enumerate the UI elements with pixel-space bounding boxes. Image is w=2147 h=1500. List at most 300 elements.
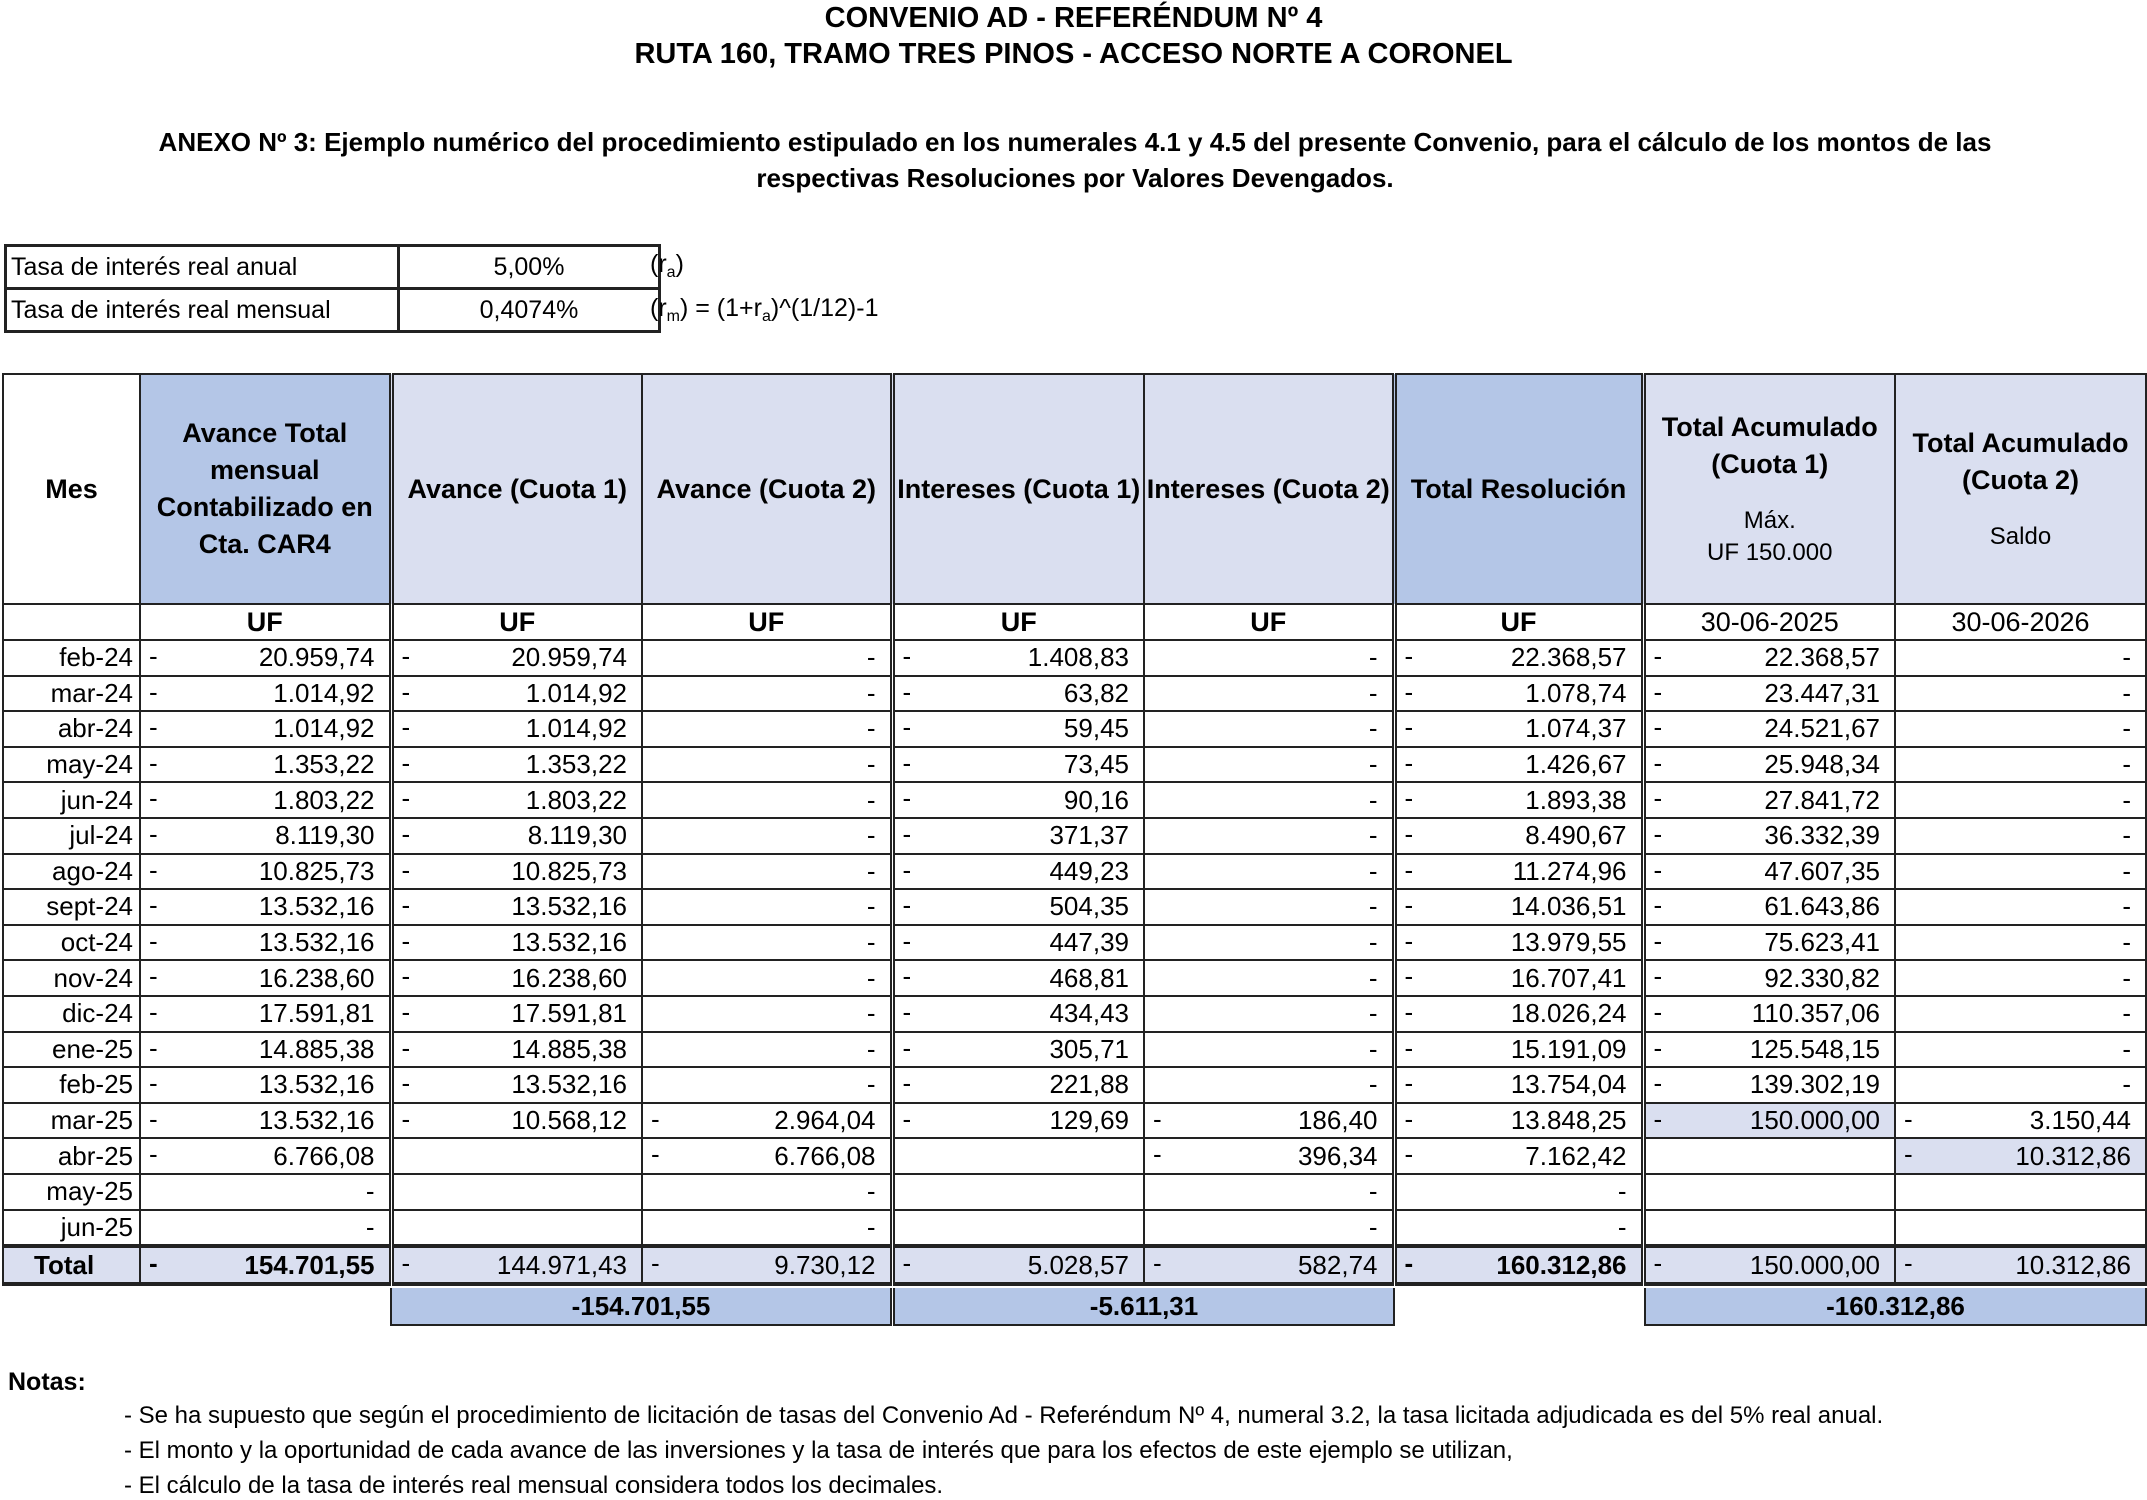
value-cell (391, 1210, 642, 1247)
negative-sign: - (401, 818, 411, 849)
column-title: Total Acumulado (Cuota 2) (1912, 428, 2129, 495)
value-cell (1895, 818, 2146, 854)
unit-cell: UF (1394, 604, 1643, 640)
cell-value: 1.353,22 (525, 749, 627, 780)
monthly-rate-formula (650, 294, 878, 326)
value-cell (1144, 676, 1394, 712)
value-cell (642, 747, 892, 783)
negative-sign: - (149, 1032, 158, 1063)
month-cell: mar-25 (3, 1103, 140, 1139)
month-cell: abr-24 (3, 711, 140, 747)
value-cell (1144, 960, 1394, 996)
value-cell (391, 676, 642, 712)
negative-sign: - (902, 818, 912, 849)
negative-sign: - (902, 961, 912, 992)
cell-value: - (866, 998, 876, 1029)
value-cell (140, 1138, 391, 1174)
table-row (3, 889, 2146, 925)
value-cell (642, 996, 892, 1032)
value-cell (140, 925, 391, 961)
cell-value: - (2122, 855, 2131, 886)
negative-sign: - (401, 1068, 411, 1099)
cell-value: 75.623,41 (1764, 927, 1880, 958)
value-cell (140, 996, 391, 1032)
table-row (3, 854, 2146, 890)
units-row (3, 604, 2146, 640)
value-cell (892, 711, 1144, 747)
cell-value: - (866, 784, 876, 815)
value-cell (642, 1210, 892, 1247)
negative-sign: - (902, 712, 912, 743)
negative-sign: - (651, 1103, 660, 1134)
negative-sign: - (401, 1032, 411, 1063)
cell-value: - (866, 927, 876, 958)
negative-sign: - (1404, 854, 1414, 885)
negative-sign: - (1404, 890, 1414, 921)
negative-sign: - (1653, 1103, 1663, 1134)
month-cell: ene-25 (3, 1032, 140, 1068)
sub-b: UF 150.000 (1707, 539, 1833, 566)
negative-sign: - (401, 961, 411, 992)
value-cell (1144, 1032, 1394, 1068)
negative-sign: - (902, 1068, 912, 1099)
value-cell (1895, 676, 2146, 712)
month-cell: jul-24 (3, 818, 140, 854)
value-cell (140, 854, 391, 890)
negative-sign: - (1153, 1139, 1162, 1170)
value-cell (391, 818, 642, 854)
value-cell (1394, 676, 1643, 712)
cell-value: 14.885,38 (511, 1033, 627, 1064)
column-header (892, 374, 1144, 604)
value-cell (391, 747, 642, 783)
cell-value: 23.447,31 (1764, 677, 1880, 708)
negative-sign: - (149, 1248, 158, 1279)
value-cell (1643, 1210, 1895, 1247)
sum-intereses: -5.611,31 (893, 1288, 1395, 1326)
cell-value: 8.490,67 (1525, 820, 1627, 851)
notes-heading: Notas: (8, 1368, 86, 1396)
cell-value: 6.766,08 (273, 1140, 375, 1171)
cell-value: - (1617, 1176, 1627, 1207)
cell-value: - (2122, 642, 2131, 673)
value-cell (892, 1210, 1144, 1247)
negative-sign: - (149, 890, 158, 921)
month-cell: Total (3, 1246, 140, 1284)
negative-sign: - (1653, 1068, 1663, 1099)
negative-sign: - (401, 1103, 411, 1134)
cell-value: - (866, 962, 876, 993)
cell-value: 504,35 (1049, 891, 1129, 922)
sum-acumulado: -160.312,86 (1644, 1288, 2147, 1326)
value-cell (140, 1103, 391, 1139)
cell-value: 1.408,83 (1027, 642, 1129, 673)
cell-value: 6.766,08 (774, 1140, 876, 1171)
value-cell (1144, 747, 1394, 783)
negative-sign: - (1404, 676, 1414, 707)
value-cell (1895, 747, 2146, 783)
cell-value: 1.803,22 (273, 784, 375, 815)
formula-text: )^(1/12)-1 (770, 294, 879, 322)
value-cell (892, 676, 1144, 712)
cell-value: - (866, 749, 876, 780)
value-cell (642, 782, 892, 818)
value-cell (892, 889, 1144, 925)
cell-value: 1.014,92 (525, 713, 627, 744)
value-cell (1643, 996, 1895, 1032)
value-cell (1895, 711, 2146, 747)
value-cell (1144, 1067, 1394, 1103)
negative-sign: - (1404, 1032, 1414, 1063)
cell-value: 13.532,16 (258, 1069, 375, 1100)
cell-value: 434,43 (1049, 998, 1129, 1029)
monthly-rate-label: Tasa de interés real mensual (6, 289, 399, 332)
cell-value: - (1368, 784, 1378, 815)
cell-value: 73,45 (1063, 749, 1129, 780)
negative-sign: - (1404, 783, 1414, 814)
column-header (1144, 374, 1394, 604)
cell-value: 1.074,37 (1525, 713, 1627, 744)
value-cell (892, 925, 1144, 961)
value-cell (642, 640, 892, 676)
value-cell (1144, 996, 1394, 1032)
negative-sign: - (1404, 925, 1414, 956)
negative-sign: - (401, 925, 411, 956)
value-cell (892, 1246, 1144, 1284)
negative-sign: - (149, 996, 158, 1027)
cell-value: 110.357,06 (1751, 998, 1880, 1029)
month-cell: jun-24 (3, 782, 140, 818)
value-cell (642, 818, 892, 854)
value-cell (1394, 960, 1643, 996)
table-row (3, 1067, 2146, 1103)
value-cell (1895, 782, 2146, 818)
value-cell (1144, 711, 1394, 747)
negative-sign: - (149, 783, 158, 814)
table-row (3, 1103, 2146, 1139)
cell-value: - (866, 855, 876, 886)
value-cell (1895, 1174, 2146, 1210)
value-cell (140, 889, 391, 925)
negative-sign: - (1653, 641, 1663, 671)
value-cell (1394, 1210, 1643, 1247)
unit-cell: UF (892, 604, 1144, 640)
table-row (3, 676, 2146, 712)
value-cell (140, 640, 391, 676)
cell-value: - (2122, 784, 2131, 815)
value-cell (1144, 640, 1394, 676)
negative-sign: - (401, 996, 411, 1027)
cell-value: 17.591,81 (511, 998, 627, 1029)
column-header (1394, 374, 1643, 604)
value-cell (391, 1246, 642, 1284)
negative-sign: - (1153, 1103, 1162, 1134)
negative-sign: - (902, 890, 912, 921)
negative-sign: - (1653, 712, 1663, 743)
cell-value: 3.150,44 (2029, 1105, 2131, 1136)
cell-value: - (866, 891, 876, 922)
negative-sign: - (149, 854, 158, 885)
negative-sign: - (902, 747, 912, 778)
value-cell (1144, 818, 1394, 854)
negative-sign: - (902, 1103, 912, 1134)
cell-value: 8.119,30 (275, 820, 375, 851)
value-cell (1394, 1246, 1643, 1284)
negative-sign: - (1653, 854, 1663, 885)
cell-value: 1.014,92 (525, 677, 627, 708)
cell-value: - (1368, 749, 1378, 780)
cell-value: 90,16 (1063, 784, 1129, 815)
value-cell (1643, 711, 1895, 747)
value-cell (1895, 960, 2146, 996)
value-cell (1895, 1138, 2146, 1174)
cell-value: 144.971,43 (496, 1249, 627, 1280)
value-cell (642, 1174, 892, 1210)
cell-value: 125.548,15 (1749, 1033, 1880, 1064)
value-cell (1643, 747, 1895, 783)
negative-sign: - (902, 676, 912, 707)
value-cell (391, 854, 642, 890)
value-cell (1895, 640, 2146, 676)
value-cell (642, 960, 892, 996)
header-row (3, 374, 2146, 604)
value-cell (1643, 1067, 1895, 1103)
cell-value: - (2122, 677, 2131, 708)
negative-sign: - (149, 1103, 158, 1134)
formula-text: (r (650, 294, 667, 322)
value-cell (1643, 676, 1895, 712)
value-cell (642, 711, 892, 747)
value-cell (1394, 818, 1643, 854)
cell-value: 5.028,57 (1027, 1249, 1129, 1280)
value-cell (1895, 1210, 2146, 1247)
value-cell (1895, 1067, 2146, 1103)
cell-value: - (1368, 1211, 1378, 1242)
value-cell (1643, 1103, 1895, 1139)
cell-value: 22.368,57 (1764, 642, 1880, 673)
value-cell (1643, 1032, 1895, 1068)
cell-value: - (866, 1069, 876, 1100)
value-cell (1643, 640, 1895, 676)
cell-value: - (2122, 927, 2131, 958)
cell-value: 36.332,39 (1764, 820, 1880, 851)
negative-sign: - (1404, 747, 1414, 778)
cell-value: 22.368,57 (1510, 642, 1627, 673)
cell-value: 305,71 (1049, 1033, 1129, 1064)
column-subtitle (1646, 505, 1895, 569)
cell-value: - (1368, 1069, 1378, 1100)
column-title: Avance (Cuota 2) (656, 473, 877, 504)
negative-sign: - (1904, 1248, 1913, 1279)
negative-sign: - (1404, 818, 1414, 849)
cell-value: - (1368, 891, 1378, 922)
value-cell (1643, 1246, 1895, 1284)
value-cell (892, 640, 1144, 676)
cell-value: 63,82 (1063, 677, 1129, 708)
value-cell (642, 889, 892, 925)
value-cell (1394, 640, 1643, 676)
column-header (140, 374, 391, 604)
table-body (3, 640, 2146, 1284)
value-cell (1643, 782, 1895, 818)
sub-a: Máx. (1743, 507, 1796, 534)
negative-sign: - (1404, 961, 1414, 992)
column-subtitle: Saldo (1989, 523, 2052, 550)
table-row (3, 925, 2146, 961)
negative-sign: - (149, 747, 158, 778)
value-cell (140, 782, 391, 818)
value-cell (391, 640, 642, 676)
negative-sign: - (1653, 676, 1663, 707)
cell-value: 1.803,22 (525, 784, 627, 815)
value-cell (391, 996, 642, 1032)
value-cell (1643, 854, 1895, 890)
unit-cell: UF (642, 604, 892, 640)
negative-sign: - (1904, 1103, 1913, 1134)
unit-cell: UF (1144, 604, 1394, 640)
column-title: Intereses (Cuota 1) (897, 473, 1141, 504)
month-cell: mar-24 (3, 676, 140, 712)
annual-rate-symbol (650, 250, 684, 282)
negative-sign: - (1404, 1139, 1414, 1170)
table-row (3, 818, 2146, 854)
negative-sign: - (149, 1139, 158, 1170)
cell-value: 59,45 (1063, 713, 1129, 744)
value-cell (1643, 960, 1895, 996)
cell-value: 8.119,30 (527, 820, 627, 851)
negative-sign: - (401, 641, 411, 671)
month-cell: may-24 (3, 747, 140, 783)
value-cell (1643, 925, 1895, 961)
negative-sign: - (149, 641, 158, 671)
negative-sign: - (1653, 1032, 1663, 1063)
column-header (642, 374, 892, 604)
cell-value: 13.532,16 (258, 891, 375, 922)
value-cell (391, 889, 642, 925)
cell-value: - (1368, 927, 1378, 958)
negative-sign: - (1653, 925, 1663, 956)
unit-cell: UF (140, 604, 391, 640)
negative-sign: - (1404, 712, 1414, 743)
symbol-text: ) (675, 250, 684, 278)
document-title: CONVENIO AD - REFERÉNDUM Nº 4 (824, 2, 1323, 34)
cell-value: 13.532,16 (511, 927, 627, 958)
table-row (3, 1174, 2146, 1210)
column-title: Avance (Cuota 1) (407, 473, 628, 504)
annex-line-1: ANEXO Nº 3: Ejemplo numérico del procedimiento estipulado en los numerales 4.1 y 4.5 del presente Convenio, para el cálculo de los montos de las (158, 127, 1992, 157)
negative-sign: - (651, 1139, 660, 1170)
table-row (3, 996, 2146, 1032)
value-cell (140, 818, 391, 854)
month-cell: dic-24 (3, 996, 140, 1032)
unit-cell (3, 604, 140, 640)
negative-sign: - (1653, 1248, 1663, 1279)
cell-value: 61.643,86 (1764, 891, 1880, 922)
cell-value: 24.521,67 (1764, 713, 1880, 744)
cell-value: 13.532,16 (258, 927, 375, 958)
cell-value: - (1368, 642, 1378, 673)
table-row (3, 960, 2146, 996)
cell-value: - (2122, 820, 2131, 851)
annex-heading (60, 124, 2090, 196)
month-cell: oct-24 (3, 925, 140, 961)
cell-value: 92.330,82 (1764, 962, 1880, 993)
value-cell (391, 925, 642, 961)
value-cell (1394, 1138, 1643, 1174)
cell-value: 371,37 (1049, 820, 1129, 851)
negative-sign: - (902, 1248, 912, 1279)
value-cell (140, 711, 391, 747)
value-cell (892, 1174, 1144, 1210)
table-row (3, 1032, 2146, 1068)
value-cell (642, 1067, 892, 1103)
month-cell: may-25 (3, 1174, 140, 1210)
value-cell (391, 1103, 642, 1139)
cell-value: - (1368, 1176, 1378, 1207)
rate-row-monthly (6, 289, 660, 332)
negative-sign: - (401, 890, 411, 921)
negative-sign: - (902, 1032, 912, 1063)
monthly-rate-value: 0,4074% (399, 289, 660, 332)
table-row (3, 711, 2146, 747)
cell-value: - (1368, 998, 1378, 1029)
negative-sign: - (401, 783, 411, 814)
value-cell (642, 925, 892, 961)
cell-value: 186,40 (1297, 1105, 1378, 1136)
month-cell: ago-24 (3, 854, 140, 890)
unit-cell: UF (391, 604, 642, 640)
cell-value: - (866, 1211, 876, 1242)
cell-value: 11.274,96 (1512, 855, 1627, 886)
negative-sign: - (902, 925, 912, 956)
cell-value: 10.568,12 (511, 1105, 627, 1136)
cell-value: - (1368, 713, 1378, 744)
value-cell (892, 996, 1144, 1032)
negative-sign: - (149, 818, 158, 849)
negative-sign: - (149, 1068, 158, 1099)
note-item: - Se ha supuesto que según el procedimiento de licitación de tasas del Convenio Ad - Referéndum Nº 4, numeral 3.2, la tasa licitada adjudicada es del 5% real anual. (124, 1402, 1884, 1429)
value-cell (1394, 782, 1643, 818)
column-header (1895, 374, 2146, 604)
note-item: - El cálculo de la tasa de interés real mensual considera todos los decimales. (124, 1472, 944, 1499)
cell-value: - (2122, 891, 2131, 922)
value-cell (140, 960, 391, 996)
cell-value: 16.238,60 (258, 962, 375, 993)
value-cell (140, 1174, 391, 1210)
month-cell: abr-25 (3, 1138, 140, 1174)
cell-value: 18.026,24 (1510, 998, 1627, 1029)
cell-value: - (1368, 820, 1378, 851)
cell-value: 14.036,51 (1510, 891, 1627, 922)
cell-value: 1.893,38 (1525, 784, 1627, 815)
value-cell (1394, 1174, 1643, 1210)
cell-value: 154.701,55 (244, 1249, 375, 1280)
cell-value: 20.959,74 (511, 642, 627, 673)
cell-value: - (2122, 998, 2131, 1029)
negative-sign: - (149, 676, 158, 707)
negative-sign: - (1653, 783, 1663, 814)
cell-value: 13.532,16 (258, 1105, 375, 1136)
negative-sign: - (401, 676, 411, 707)
value-cell (1895, 889, 2146, 925)
cell-value: 10.312,86 (2015, 1140, 2131, 1171)
month-cell: sept-24 (3, 889, 140, 925)
cell-value: 139.302,19 (1749, 1069, 1880, 1100)
cell-value: - (1368, 962, 1378, 993)
negative-sign: - (1153, 1248, 1162, 1279)
value-cell (140, 1067, 391, 1103)
value-cell (1394, 1032, 1643, 1068)
